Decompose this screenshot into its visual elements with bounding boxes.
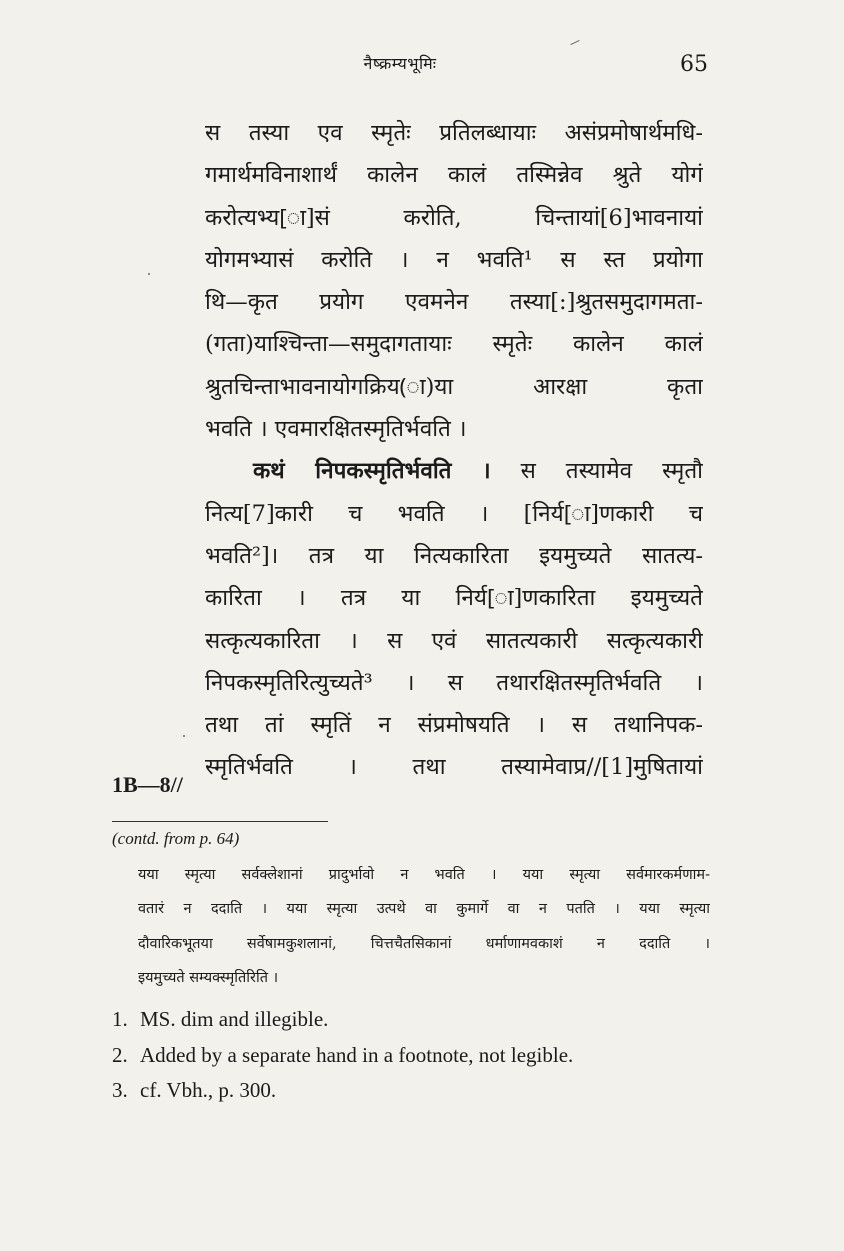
main-text — [205, 112, 703, 789]
scan-speck — [183, 735, 185, 737]
page-number: 65 — [680, 52, 708, 77]
section-heading: कथं निपकस्मृतिर्भवति । — [253, 458, 491, 485]
footnote-item — [112, 1073, 732, 1109]
text-line: श्रुतचिन्ताभावनायोगक्रिय(ा)या आरक्षा कृता — [205, 373, 703, 400]
paragraph-heading-line — [205, 450, 703, 492]
folio-marker: 1B—8// — [112, 772, 183, 797]
footnote-line: यया स्मृत्या सर्वक्लेशानां प्रादुर्भावो न भवति । यया स्मृत्या सर्वमारकर्मणाम- — [138, 867, 710, 883]
footnote-continuation-label: (contd. from p. 64) — [112, 829, 240, 848]
footnote-item — [112, 1002, 732, 1038]
footnote-number: 2. — [112, 1042, 128, 1067]
text-line: कारिता । तत्र या निर्य[ा]णकारिता इयमुच्यते — [205, 585, 703, 612]
footnote-line: इयमुच्यते सम्यक्स्मृतिरिति । — [138, 970, 279, 987]
footnote-divider — [112, 821, 328, 822]
text-line: भवति । एवमारक्षितस्मृतिर्भवति । — [205, 416, 467, 443]
text-line: तथा तां स्मृतिं न संप्रमोषयति । स तथानिपक- — [205, 712, 703, 739]
footnote-line: दौवारिकभूतया सर्वेषामकुशलानां, चित्तचैतसिकानां धर्माणामवकाशं न ददाति । — [138, 935, 710, 952]
running-title: नैष्क्रम्यभूमिः — [363, 54, 437, 73]
footnote-line: वतारं न ददाति । यया स्मृत्या उत्पथे वा कुमार्गे वा न पतति । यया स्मृत्या — [138, 901, 710, 918]
footnote-text: Added by a separate hand in a footnote, not legible. — [140, 1042, 574, 1067]
text-line: करोत्यभ्य[ा]सं करोति, चिन्तायां[6]भावनायां — [205, 204, 703, 231]
footnote-number: 3. — [112, 1078, 128, 1102]
text-line: योगमभ्यासं करोति । न भवति¹ स स्त प्रयोगा — [205, 246, 703, 273]
text-line: नित्य[7]कारी च भवति । [निर्य[ा]णकारी च — [205, 500, 703, 527]
footnote-item — [112, 1038, 732, 1074]
scan-speck — [148, 273, 150, 275]
text-line: गमार्थमविनाशार्थं कालेन कालं तस्मिन्नेव श्रुते योगं — [205, 162, 703, 189]
footnote-number: 1. — [112, 1007, 128, 1031]
text-line: (गता)याश्चिन्ता—समुदागतायाः स्मृतेः कालेन कालं — [205, 331, 703, 358]
text-line: भवति²]। तत्र या नित्यकारिता इयमुच्यते सातत्य- — [205, 542, 703, 569]
text-line: स्मृतिर्भवति । तथा तस्यामेवाप्र//[1]मुषितायां — [205, 754, 703, 781]
footnote-continuation-text — [138, 858, 710, 996]
footnote-text: cf. Vbh., p. 300. — [140, 1078, 277, 1102]
text-line: सत्कृत्यकारिता । स एवं सातत्यकारी सत्कृत्यकारी — [205, 627, 703, 654]
text-line: स तस्या एव स्मृतेः प्रतिलब्धायाः असंप्रमोषार्थमधि- — [205, 120, 703, 146]
text-line: निपकस्मृतिरित्युच्यते³ । स तथारक्षितस्मृतिर्भवति । — [205, 669, 703, 696]
text-fragment: स तस्यामेव स्मृतौ — [520, 458, 703, 485]
footnote-text: MS. dim and illegible. — [140, 1007, 329, 1031]
scan-speck — [570, 40, 579, 45]
footnotes — [112, 1002, 732, 1109]
text-line: थि—कृत प्रयोग एवमनेन तस्या[:]श्रुतसमुदागमता- — [205, 289, 703, 316]
